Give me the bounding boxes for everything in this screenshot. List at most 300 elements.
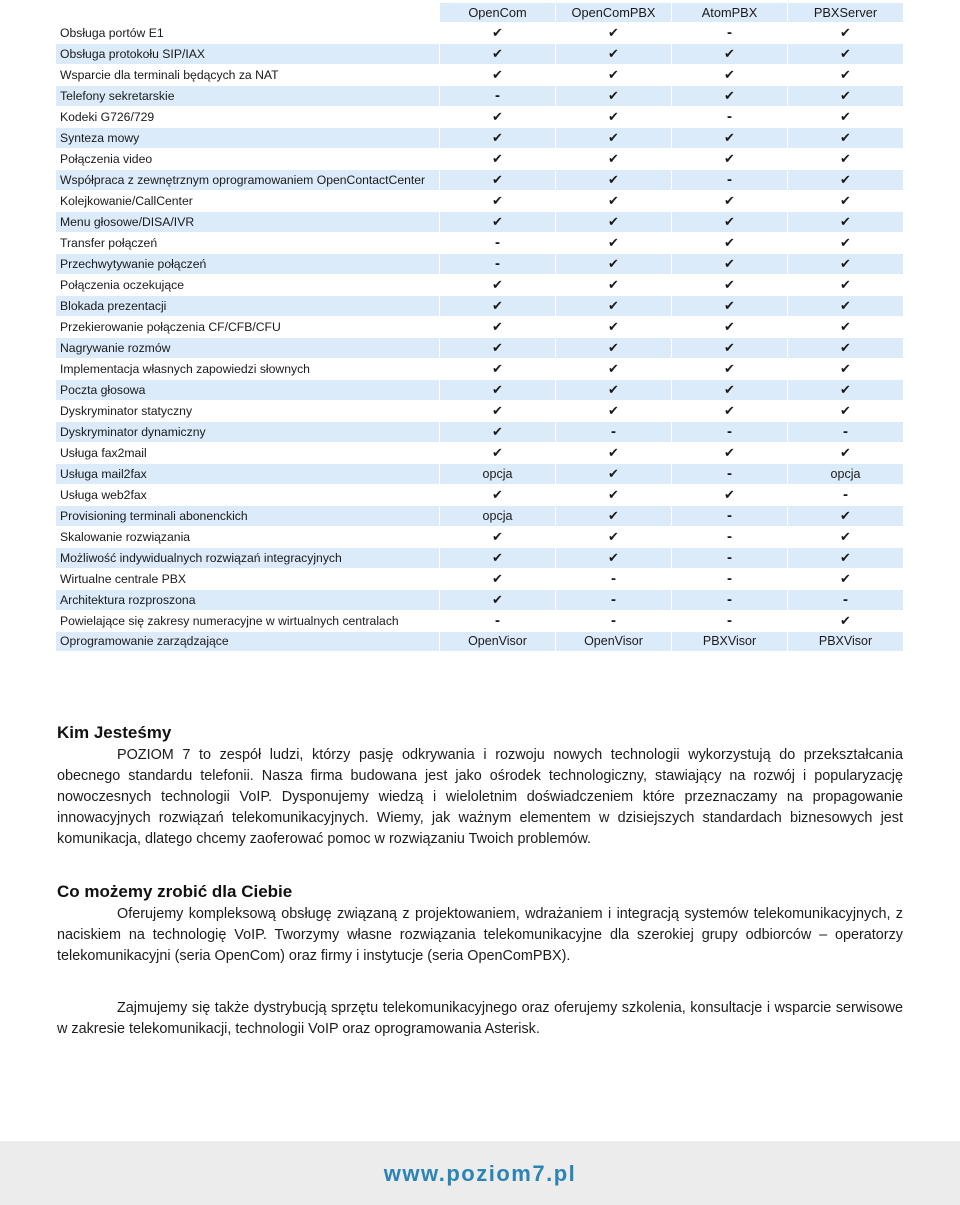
value-cell (440, 401, 556, 422)
value-cell (788, 254, 904, 275)
check-icon: ✔ (608, 256, 619, 271)
check-icon: ✔ (724, 487, 735, 502)
value-cell (788, 527, 904, 548)
offer-paragraph-2: Zajmujemy się także dystrybucją sprzętu telekomunikacyjnego oraz oferujemy szkolenia, konsultacje i wsparcie serwisowe w zakresie telekomunikacji, technologii VoIP oraz oprogramowania Asterisk. (57, 1000, 903, 1037)
check-icon: ✔ (492, 214, 503, 229)
check-icon: ✔ (492, 109, 503, 124)
table-row (56, 422, 904, 443)
value-cell (440, 149, 556, 170)
value-cell (788, 506, 904, 527)
value-cell (556, 443, 672, 464)
check-icon: ✔ (608, 67, 619, 82)
feature-cell: Skalowanie rozwiązania (56, 527, 440, 548)
check-icon: ✔ (608, 235, 619, 250)
check-icon: ✔ (724, 214, 735, 229)
table-row (56, 527, 904, 548)
dash-mark: - (727, 24, 732, 41)
feature-cell: Telefony sekretarskie (56, 86, 440, 107)
header-pbxserver: PBXServer (788, 3, 904, 23)
feature-cell: Wsparcie dla terminali będących za NAT (56, 65, 440, 86)
about-paragraph: POZIOM 7 to zespół ludzi, którzy pasję odkrywania i rozwoju nowych technologii wykorzystują do przekształcania obecnego standardu telefonii. Nasza firma budowana jest jako ośrodek technologiczny, stawiający na rozwój i popularyzację nowoczesnych technologii VoIP. Dysponujemy wiedzą i wieloletnim doświadczeniem które przeznaczamy na propagowanie innowacyjnych rozwiązań telekomunikacyjnych. Wiemy, jak ważnym elementem w dzisiejszych standardach biznesowych jest komunikacja, dlatego chcemy zaoferować pomoc w rozwiązaniu Twoich problemów. (57, 747, 903, 847)
value-cell (788, 317, 904, 338)
feature-cell: Usługa fax2mail (56, 443, 440, 464)
value-cell (440, 275, 556, 296)
value-cell (672, 317, 788, 338)
check-icon: ✔ (840, 256, 851, 271)
check-icon: ✔ (608, 340, 619, 355)
dash-mark: - (727, 465, 732, 482)
value-cell (440, 380, 556, 401)
check-icon: ✔ (840, 319, 851, 334)
dash-mark: - (727, 108, 732, 125)
check-icon: ✔ (840, 340, 851, 355)
value-cell (440, 548, 556, 569)
check-icon: ✔ (608, 25, 619, 40)
value-cell (672, 149, 788, 170)
check-icon: ✔ (492, 529, 503, 544)
table-row (56, 212, 904, 233)
value-cell (788, 233, 904, 254)
comparison-table (55, 2, 904, 652)
value-cell (556, 65, 672, 86)
value-cell (440, 44, 556, 65)
check-icon: ✔ (840, 109, 851, 124)
check-icon: ✔ (492, 151, 503, 166)
value-cell (440, 170, 556, 191)
value-cell (672, 569, 788, 590)
check-icon: ✔ (492, 382, 503, 397)
dash-mark: - (495, 255, 500, 272)
table-row (56, 191, 904, 212)
value-cell (440, 107, 556, 128)
header-corner (56, 3, 440, 23)
value-cell (556, 401, 672, 422)
check-icon: ✔ (724, 193, 735, 208)
dash-mark: - (727, 507, 732, 524)
feature-cell: Implementacja własnych zapowiedzi słownych (56, 359, 440, 380)
dash-mark: - (843, 591, 848, 608)
feature-cell: Poczta głosowa (56, 380, 440, 401)
value-cell (788, 401, 904, 422)
value-cell (788, 23, 904, 44)
value-cell (440, 233, 556, 254)
value-cell (672, 380, 788, 401)
dash-mark: - (727, 591, 732, 608)
feature-cell: Współpraca z zewnętrznym oprogramowaniem OpenContactCenter (56, 170, 440, 191)
check-icon: ✔ (724, 403, 735, 418)
value-cell (672, 443, 788, 464)
value-cell (672, 296, 788, 317)
check-icon: ✔ (840, 130, 851, 145)
feature-cell: Usługa mail2fax (56, 464, 440, 485)
check-icon: ✔ (724, 151, 735, 166)
dash-mark: - (727, 423, 732, 440)
check-icon: ✔ (608, 88, 619, 103)
table-row (56, 86, 904, 107)
feature-cell: Architektura rozproszona (56, 590, 440, 611)
value-cell (556, 569, 672, 590)
table-row (56, 401, 904, 422)
feature-cell: Dyskryminator statyczny (56, 401, 440, 422)
value-cell (788, 485, 904, 506)
table-row (56, 65, 904, 86)
value-cell (672, 548, 788, 569)
value-cell (788, 44, 904, 65)
check-icon: ✔ (608, 361, 619, 376)
value-cell (556, 233, 672, 254)
value-cell (672, 65, 788, 86)
value-cell (556, 170, 672, 191)
feature-cell: Usługa web2fax (56, 485, 440, 506)
check-icon: ✔ (608, 403, 619, 418)
dash-mark: - (611, 612, 616, 629)
footer-bar (0, 1141, 960, 1205)
value-cell (556, 317, 672, 338)
feature-cell: Przechwytywanie połączeń (56, 254, 440, 275)
value-cell (556, 464, 672, 485)
check-icon: ✔ (608, 550, 619, 565)
table-row (56, 233, 904, 254)
check-icon: ✔ (492, 340, 503, 355)
check-icon: ✔ (840, 193, 851, 208)
about-heading: Kim Jesteśmy (57, 723, 172, 742)
dash-mark: - (727, 549, 732, 566)
check-icon: ✔ (840, 298, 851, 313)
feature-cell: Połączenia oczekujące (56, 275, 440, 296)
feature-cell: Blokada prezentacji (56, 296, 440, 317)
value-cell (556, 107, 672, 128)
value-cell (672, 128, 788, 149)
value-cell (440, 443, 556, 464)
value-cell (556, 86, 672, 107)
table-row (56, 611, 904, 632)
feature-cell: Powielające się zakresy numeracyjne w wirtualnych centralach (56, 611, 440, 632)
value-cell (556, 128, 672, 149)
value-cell (556, 338, 672, 359)
value-text: opcja (830, 466, 861, 481)
check-icon: ✔ (492, 319, 503, 334)
dash-mark: - (495, 87, 500, 104)
check-icon: ✔ (840, 277, 851, 292)
value-cell (672, 401, 788, 422)
table-row (56, 338, 904, 359)
table-row (56, 443, 904, 464)
check-icon: ✔ (840, 361, 851, 376)
value-text: OpenVisor (468, 634, 527, 648)
value-cell (788, 275, 904, 296)
value-cell (556, 191, 672, 212)
value-cell (672, 485, 788, 506)
value-cell (672, 527, 788, 548)
check-icon: ✔ (492, 172, 503, 187)
feature-cell: Obsługa protokołu SIP/IAX (56, 44, 440, 65)
check-icon: ✔ (492, 424, 503, 439)
value-cell (672, 422, 788, 443)
value-cell (440, 527, 556, 548)
check-icon: ✔ (492, 361, 503, 376)
check-icon: ✔ (840, 508, 851, 523)
check-icon: ✔ (724, 319, 735, 334)
check-icon: ✔ (840, 88, 851, 103)
value-cell (440, 338, 556, 359)
check-icon: ✔ (724, 130, 735, 145)
value-cell (788, 548, 904, 569)
value-cell (672, 611, 788, 632)
check-icon: ✔ (608, 298, 619, 313)
table-row (56, 128, 904, 149)
feature-cell: Oprogramowanie zarządzające (56, 632, 440, 652)
check-icon: ✔ (724, 340, 735, 355)
feature-cell: Kodeki G726/729 (56, 107, 440, 128)
check-icon: ✔ (840, 214, 851, 229)
table-row (56, 569, 904, 590)
check-icon: ✔ (492, 592, 503, 607)
value-cell (672, 107, 788, 128)
offer-paragraph-1: Oferujemy kompleksową obsługę związaną z projektowaniem, wdrażaniem i integracją systemów telekomunikacyjnych, z naciskiem na technologię VoIP. Tworzymy własne rozwiązania telekomunikacyjne dla szerokiej grupy odbiorców – operatorzy telekomunikacyjni (seria OpenCom) oraz firmy i instytucje (seria OpenComPBX). (57, 906, 903, 964)
value-cell (440, 464, 556, 485)
check-icon: ✔ (492, 193, 503, 208)
value-cell (672, 275, 788, 296)
feature-cell: Transfer połączeń (56, 233, 440, 254)
check-icon: ✔ (724, 67, 735, 82)
value-cell (440, 632, 556, 652)
value-cell (556, 611, 672, 632)
check-icon: ✔ (724, 277, 735, 292)
dash-mark: - (495, 234, 500, 251)
value-cell (672, 464, 788, 485)
value-cell (788, 65, 904, 86)
check-icon: ✔ (608, 508, 619, 523)
dash-mark: - (727, 570, 732, 587)
dash-mark: - (727, 171, 732, 188)
value-cell (556, 548, 672, 569)
value-cell (556, 527, 672, 548)
check-icon: ✔ (840, 235, 851, 250)
check-icon: ✔ (492, 277, 503, 292)
value-cell (788, 107, 904, 128)
check-icon: ✔ (492, 67, 503, 82)
offer-section-2 (57, 998, 903, 1040)
dash-mark: - (611, 570, 616, 587)
check-icon: ✔ (840, 571, 851, 586)
table-row (56, 23, 904, 44)
check-icon: ✔ (608, 130, 619, 145)
value-cell (788, 170, 904, 191)
check-icon: ✔ (608, 46, 619, 61)
value-cell (556, 23, 672, 44)
table-row (56, 632, 904, 652)
check-icon: ✔ (840, 46, 851, 61)
table-row (56, 317, 904, 338)
value-cell (556, 212, 672, 233)
feature-cell: Kolejkowanie/CallCenter (56, 191, 440, 212)
feature-cell: Wirtualne centrale PBX (56, 569, 440, 590)
check-icon: ✔ (608, 466, 619, 481)
check-icon: ✔ (608, 529, 619, 544)
dash-mark: - (611, 423, 616, 440)
value-cell (788, 296, 904, 317)
check-icon: ✔ (840, 445, 851, 460)
value-cell (788, 191, 904, 212)
check-icon: ✔ (492, 487, 503, 502)
value-cell (556, 380, 672, 401)
check-icon: ✔ (724, 298, 735, 313)
table-row (56, 107, 904, 128)
feature-cell: Synteza mowy (56, 128, 440, 149)
table-row (56, 464, 904, 485)
value-cell (556, 44, 672, 65)
check-icon: ✔ (608, 277, 619, 292)
check-icon: ✔ (840, 529, 851, 544)
value-cell (788, 611, 904, 632)
value-cell (556, 422, 672, 443)
check-icon: ✔ (492, 298, 503, 313)
feature-cell: Połączenia video (56, 149, 440, 170)
value-cell (672, 506, 788, 527)
value-cell (556, 485, 672, 506)
check-icon: ✔ (840, 403, 851, 418)
value-cell (672, 23, 788, 44)
value-cell (672, 338, 788, 359)
value-cell (672, 359, 788, 380)
value-cell (440, 611, 556, 632)
value-cell (556, 590, 672, 611)
check-icon: ✔ (608, 487, 619, 502)
value-text: OpenVisor (584, 634, 643, 648)
feature-cell: Obsługa portów E1 (56, 23, 440, 44)
check-icon: ✔ (840, 613, 851, 628)
check-icon: ✔ (724, 46, 735, 61)
table-row (56, 359, 904, 380)
offer-heading: Co możemy zrobić dla Ciebie (57, 882, 293, 901)
check-icon: ✔ (492, 445, 503, 460)
check-icon: ✔ (608, 151, 619, 166)
table-row (56, 149, 904, 170)
dash-mark: - (611, 591, 616, 608)
value-cell (672, 191, 788, 212)
header-opencom: OpenCom (440, 3, 556, 23)
check-icon: ✔ (840, 151, 851, 166)
value-cell (672, 233, 788, 254)
check-icon: ✔ (608, 172, 619, 187)
value-cell (556, 254, 672, 275)
check-icon: ✔ (608, 445, 619, 460)
value-text: PBXVisor (818, 634, 873, 648)
check-icon: ✔ (840, 25, 851, 40)
feature-cell: Nagrywanie rozmów (56, 338, 440, 359)
value-cell (556, 149, 672, 170)
offer-section (57, 881, 903, 967)
value-cell (440, 296, 556, 317)
check-icon: ✔ (492, 130, 503, 145)
value-cell (440, 191, 556, 212)
value-cell (788, 380, 904, 401)
table-row (56, 485, 904, 506)
value-text: PBXVisor (702, 634, 757, 648)
check-icon: ✔ (724, 235, 735, 250)
check-icon: ✔ (492, 571, 503, 586)
value-cell (672, 212, 788, 233)
value-cell (672, 86, 788, 107)
value-cell (788, 149, 904, 170)
table-row (56, 380, 904, 401)
value-cell (788, 359, 904, 380)
table-header-row (56, 3, 904, 23)
value-cell (672, 44, 788, 65)
about-section (57, 722, 903, 850)
value-cell (788, 422, 904, 443)
value-cell (556, 275, 672, 296)
footer-website-link[interactable]: www.poziom7.pl (383, 1161, 577, 1186)
table-row (56, 275, 904, 296)
dash-mark: - (727, 528, 732, 545)
value-cell (788, 632, 904, 652)
table-row (56, 296, 904, 317)
feature-cell: Możliwość indywidualnych rozwiązań integracyjnych (56, 548, 440, 569)
value-cell (440, 128, 556, 149)
value-cell (556, 296, 672, 317)
check-icon: ✔ (492, 550, 503, 565)
value-cell (440, 254, 556, 275)
check-icon: ✔ (724, 445, 735, 460)
value-cell (788, 569, 904, 590)
value-cell (788, 338, 904, 359)
value-cell (440, 86, 556, 107)
value-cell (440, 422, 556, 443)
value-cell (672, 254, 788, 275)
value-cell (672, 170, 788, 191)
table-row (56, 254, 904, 275)
value-cell (440, 359, 556, 380)
value-cell (788, 464, 904, 485)
check-icon: ✔ (608, 382, 619, 397)
table-row (56, 548, 904, 569)
value-cell (788, 443, 904, 464)
value-cell (440, 590, 556, 611)
table-row (56, 590, 904, 611)
value-cell (440, 569, 556, 590)
value-cell (440, 317, 556, 338)
header-opencompbx: OpenComPBX (556, 3, 672, 23)
check-icon: ✔ (492, 403, 503, 418)
dash-mark: - (727, 612, 732, 629)
check-icon: ✔ (608, 214, 619, 229)
check-icon: ✔ (492, 46, 503, 61)
value-cell (440, 23, 556, 44)
check-icon: ✔ (840, 382, 851, 397)
check-icon: ✔ (724, 361, 735, 376)
value-text: opcja (482, 508, 513, 523)
value-cell (788, 590, 904, 611)
dash-mark: - (843, 423, 848, 440)
header-atompbx: AtomPBX (672, 3, 788, 23)
feature-cell: Dyskryminator dynamiczny (56, 422, 440, 443)
value-text: opcja (482, 466, 513, 481)
check-icon: ✔ (724, 382, 735, 397)
check-icon: ✔ (724, 256, 735, 271)
value-cell (556, 359, 672, 380)
check-icon: ✔ (608, 193, 619, 208)
check-icon: ✔ (840, 172, 851, 187)
check-icon: ✔ (608, 319, 619, 334)
table-row (56, 44, 904, 65)
value-cell (788, 212, 904, 233)
value-cell (556, 506, 672, 527)
value-cell (788, 86, 904, 107)
value-cell (440, 65, 556, 86)
feature-cell: Menu głosowe/DISA/IVR (56, 212, 440, 233)
check-icon: ✔ (840, 67, 851, 82)
